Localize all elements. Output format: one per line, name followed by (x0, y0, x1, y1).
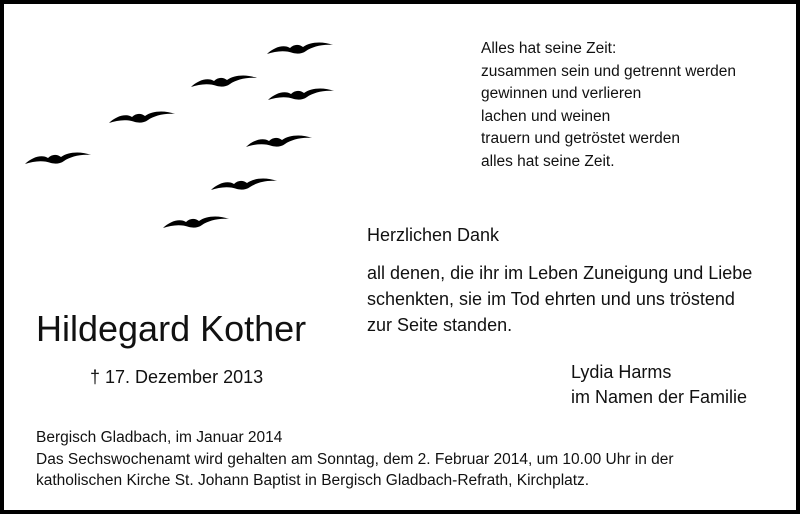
bird-icon (109, 112, 175, 123)
poem-line: alles hat seine Zeit. (481, 152, 615, 170)
footer-line: Bergisch Gladbach, im Januar 2014 (36, 429, 283, 446)
footer-line: Das Sechswochenamt wird gehalten am Sonntag, dem 2. Februar 2014, um 10.00 Uhr in der (36, 450, 674, 468)
poem-line: zusammen sein und getrennt werden (481, 62, 737, 80)
footer-line: katholischen Kirche St. Johann Baptist in Bergisch Gladbach-Refrath, Kirchplatz. (36, 472, 590, 489)
deceased-name: Hildegard Kother (36, 308, 307, 349)
thanks-line: schenkten, sie im Tod ehrten und uns tröstend (367, 289, 735, 309)
bird-icon (25, 153, 91, 164)
poem-line: gewinnen und verlieren (481, 85, 642, 103)
bird-icon (163, 217, 229, 228)
poem-line: trauern und getröstet werden (481, 130, 681, 148)
poem-line: lachen und weinen (481, 107, 611, 125)
bird-icon (191, 76, 257, 87)
signature-line: Lydia Harms (571, 362, 672, 382)
signature-line: im Namen der Familie (571, 387, 748, 407)
bird-icon (267, 43, 333, 54)
bird-icon (268, 89, 334, 100)
death-date: † 17. Dezember 2013 (90, 367, 264, 387)
poem (481, 38, 736, 174)
signature (571, 360, 747, 410)
thanks-line: all denen, die ihr im Leben Zuneigung und Liebe (367, 263, 753, 283)
poem-line: Alles hat seine Zeit: (481, 40, 617, 57)
bird-icon (246, 136, 312, 147)
thanks-line: zur Seite standen. (367, 315, 513, 335)
bird-icon (211, 179, 277, 190)
service-notice (36, 427, 674, 492)
thanks-heading: Herzlichen Dank (367, 225, 500, 245)
thanks-text (367, 260, 752, 338)
